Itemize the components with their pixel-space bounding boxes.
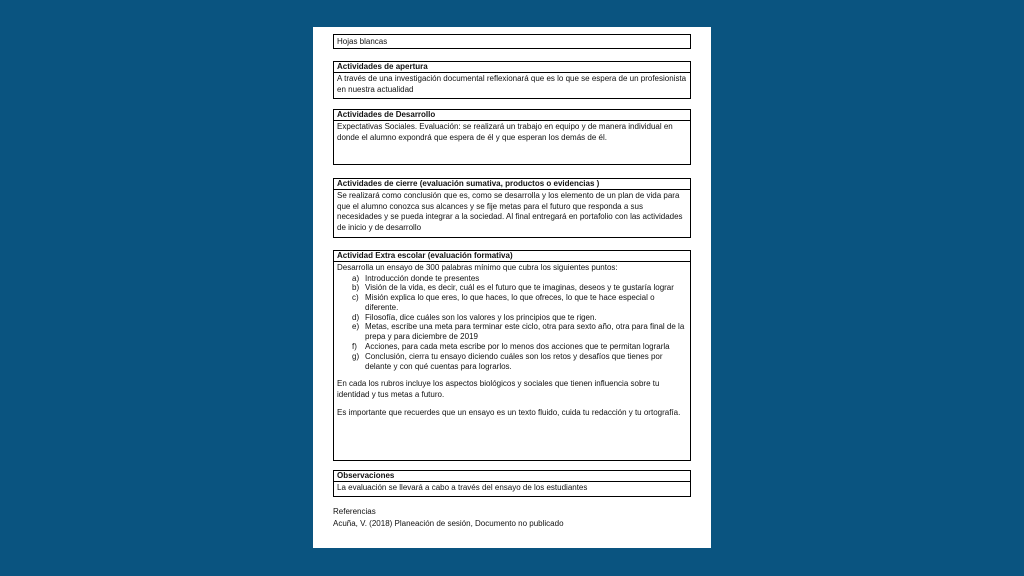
desarrollo-section <box>333 109 691 165</box>
list-item-letter: d) <box>352 312 360 322</box>
extra-intro: Desarrolla un ensayo de 300 palabras mínimo que cubra los siguientes puntos: <box>337 263 618 272</box>
extra-items-list <box>337 274 687 372</box>
references-label: Referencias <box>333 507 376 516</box>
cierre-section <box>333 178 691 238</box>
list-item-text: Visión de la vida, es decir, cuál es el futuro que te imaginas, deseos y te gustaría lograr <box>365 283 674 293</box>
observaciones-section <box>333 470 691 497</box>
desarrollo-text: Expectativas Sociales. Evaluación: se realizará un trabajo en equipo y de manera individual en donde el alumno expondrá que espera de él y que esperan los demás de él. <box>337 122 673 142</box>
extra-body <box>334 262 690 420</box>
extra-list-item <box>352 274 687 284</box>
extra-list-item <box>352 283 687 293</box>
cierre-text: Se realizará como conclusión que es, como se desarrolla y los elemento de un plan de vida para que el alumno conozca sus alcances y se fije metas para el futuro que responda a sus necesidades y se pueda integrar a la sociedad. Al final entregará en portafolio con las actividades de inicio y de desarrollo <box>337 191 683 232</box>
list-item-text: Metas, escribe una meta para terminar este ciclo, otra para sexto año, otra para final de la prepa y para diciembre de 2019 <box>365 322 685 342</box>
apertura-title: Actividades de apertura <box>334 62 690 73</box>
list-item-letter: g) <box>352 351 360 361</box>
references <box>333 506 564 530</box>
document-page <box>313 27 711 548</box>
extra-list-item <box>352 342 687 352</box>
extra-list-item <box>352 313 687 323</box>
extra-title: Actividad Extra escolar (evaluación formativa) <box>334 251 690 262</box>
materials-row <box>333 34 691 49</box>
materials-text: Hojas blancas <box>337 37 388 46</box>
list-item-letter: a) <box>352 273 360 283</box>
list-item-text: Introducción donde te presentes <box>365 273 480 283</box>
observaciones-title: Observaciones <box>334 471 690 482</box>
extra-paragraph-1: En cada los rubros incluye los aspectos biológicos y sociales que tienen influencia sobre tu identidad y tus metas a futuro. <box>337 379 660 399</box>
extra-paragraph-2: Es importante que recuerdes que un ensayo es un texto fluido, cuida tu redacción y tu ortografía. <box>337 408 681 418</box>
cierre-title: Actividades de cierre (evaluación sumativa, productos o evidencias ) <box>334 179 690 190</box>
observaciones-text: La evaluación se llevará a cabo a través del ensayo de los estudiantes <box>337 483 588 492</box>
list-item-letter: e) <box>352 322 360 332</box>
apertura-section <box>333 61 691 99</box>
extra-section <box>333 250 691 461</box>
list-item-text: Acciones, para cada meta escribe por lo menos dos acciones que te permitan lograrla <box>365 342 670 352</box>
list-item-letter: f) <box>352 342 357 352</box>
list-item-text: Misión explica lo que eres, lo que haces, lo que ofreces, lo que te hace especial o diferente. <box>365 293 655 312</box>
extra-list-item <box>352 293 687 313</box>
list-item-letter: b) <box>352 283 360 293</box>
extra-list-item <box>352 352 687 372</box>
desarrollo-title: Actividades de Desarrollo <box>334 110 690 121</box>
extra-list-item <box>352 322 687 342</box>
list-item-letter: c) <box>352 293 359 303</box>
list-item-text: Conclusión, cierra tu ensayo diciendo cuáles son los retos y desafíos que tienes por delante y con qué cuentas para lograrlos. <box>365 351 663 371</box>
apertura-text: A través de una investigación documental reflexionará que es lo que se espera de un profesionista en nuestra actualidad <box>337 74 687 94</box>
references-entry: Acuña, V. (2018) Planeación de sesión, Documento no publicado <box>333 519 564 528</box>
list-item-text: Filosofía, dice cuáles son los valores y los principios que te rigen. <box>365 312 597 322</box>
